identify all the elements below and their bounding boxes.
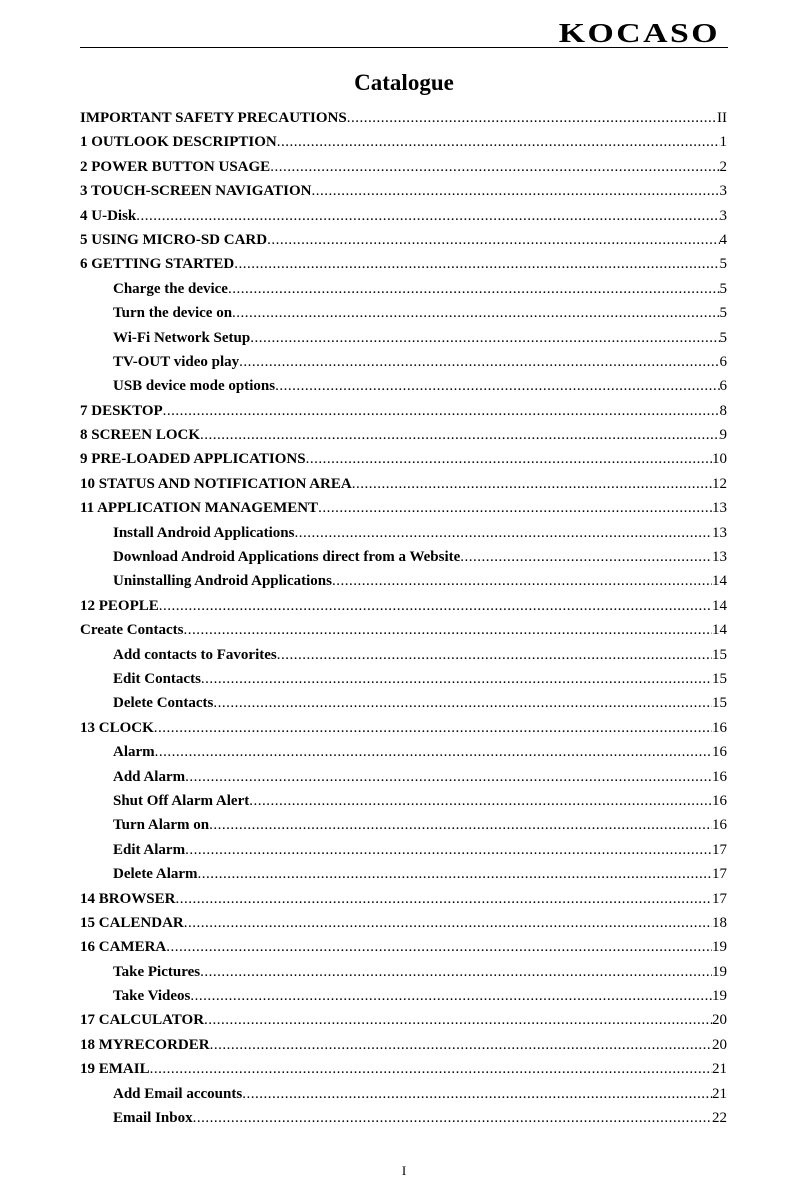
toc-entry-title: 12 PEOPLE	[80, 597, 159, 614]
toc-entry-page: 17	[712, 866, 727, 883]
toc-entry-page: 16	[712, 792, 727, 809]
toc-entry-page: 8	[719, 402, 727, 419]
toc-entry-page: 5	[719, 280, 727, 297]
toc-entry-title: Turn Alarm on	[113, 817, 210, 834]
toc-entry-page: 14	[712, 622, 727, 639]
toc-entry-title: 5 USING MICRO-SD CARD	[80, 231, 268, 248]
toc-entry-title: 14 BROWSER	[80, 890, 176, 907]
toc-entry[interactable]	[80, 204, 727, 228]
toc-entry-title: 13 CLOCK	[80, 719, 154, 736]
toc-entry[interactable]	[80, 789, 727, 813]
toc-entry[interactable]	[80, 472, 727, 496]
toc-entry-page: 10	[712, 451, 727, 468]
toc-entry[interactable]	[80, 960, 727, 984]
toc-dot-leader	[267, 228, 719, 252]
toc-entry[interactable]	[80, 155, 727, 179]
toc-entry-title: 3 TOUCH-SCREEN NAVIGATION	[80, 183, 312, 200]
toc-dot-leader	[210, 1033, 712, 1057]
toc-entry-page: 19	[712, 963, 727, 980]
toc-entry-page: 6	[719, 353, 727, 370]
toc-entry-page: 3	[719, 183, 727, 200]
toc-dot-leader	[185, 765, 712, 789]
toc-entry[interactable]	[80, 130, 727, 154]
toc-entry-page: 2	[719, 158, 727, 175]
toc-entry[interactable]	[80, 545, 727, 569]
toc-entry-page: 13	[712, 524, 727, 541]
toc-entry[interactable]	[80, 447, 727, 471]
brand-logo: KOCASO	[558, 18, 720, 48]
toc-entry-title: Turn the device on	[113, 305, 233, 322]
toc-entry-title: 2 POWER BUTTON USAGE	[80, 158, 271, 175]
toc-entry-title: 7 DESKTOP	[80, 402, 163, 419]
toc-entry-page: 9	[719, 427, 727, 444]
toc-entry-page: 6	[719, 378, 727, 395]
toc-dot-leader	[275, 374, 719, 398]
toc-entry[interactable]	[80, 423, 727, 447]
toc-entry-page: 13	[712, 500, 727, 517]
toc-entry-page: 14	[712, 573, 727, 590]
toc-dot-leader	[159, 594, 712, 618]
toc-entry[interactable]	[80, 252, 727, 276]
toc-entry-title: Delete Contacts	[113, 695, 214, 712]
toc-dot-leader	[213, 691, 712, 715]
toc-dot-leader	[249, 789, 712, 813]
toc-dot-leader	[154, 716, 712, 740]
toc-entry-title: 9 PRE-LOADED APPLICATIONS	[80, 451, 306, 468]
toc-dot-leader	[294, 521, 712, 545]
toc-entry[interactable]	[80, 887, 727, 911]
header-rule	[80, 47, 728, 48]
toc-entry-page: 1	[719, 134, 727, 151]
toc-entry-title: Install Android Applications	[113, 524, 295, 541]
toc-entry-page: 15	[712, 695, 727, 712]
toc-entry-title: Alarm	[113, 744, 155, 761]
toc-dot-leader	[318, 496, 712, 520]
toc-entry-page: II	[717, 110, 727, 126]
toc-dot-leader	[155, 740, 712, 764]
toc-entry[interactable]	[80, 935, 727, 959]
toc-entry[interactable]	[80, 301, 727, 325]
toc-entry[interactable]	[80, 984, 727, 1008]
toc-dot-leader	[347, 106, 717, 130]
toc-dot-leader	[184, 911, 712, 935]
toc-entry[interactable]	[80, 326, 727, 350]
toc-entry-page: 17	[712, 890, 727, 907]
toc-entry-page: 5	[719, 305, 727, 322]
toc-entry[interactable]	[80, 667, 727, 691]
toc-dot-leader	[250, 326, 719, 350]
toc-entry[interactable]	[80, 1033, 727, 1057]
footer-page-number: I	[401, 1163, 407, 1178]
toc-entry-title: TV-OUT video play	[113, 353, 240, 370]
toc-entry-title: Take Pictures	[113, 963, 201, 980]
toc-entry-title: 16 CAMERA	[80, 939, 167, 956]
toc-entry[interactable]	[80, 1106, 727, 1130]
toc-entry-title: Add Email accounts	[113, 1085, 243, 1102]
toc-entry[interactable]	[80, 1082, 727, 1106]
toc-dot-leader	[232, 301, 719, 325]
toc-entry[interactable]	[80, 643, 727, 667]
toc-entry-title: Edit Alarm	[113, 841, 186, 858]
toc-entry-page: 16	[712, 768, 727, 785]
toc-entry[interactable]	[80, 496, 727, 520]
toc-entry-page: 5	[719, 329, 727, 346]
toc-entry-title: USB device mode options	[113, 378, 276, 395]
toc-dot-leader	[193, 1106, 712, 1130]
toc-entry-title: Delete Alarm	[113, 866, 198, 883]
toc-entry-page: 21	[712, 1085, 727, 1102]
toc-entry[interactable]	[80, 716, 727, 740]
toc-entry-title: 10 STATUS AND NOTIFICATION AREA	[80, 475, 352, 492]
toc-dot-leader	[228, 277, 720, 301]
toc-entry[interactable]	[80, 691, 727, 715]
toc-entry-page: 5	[719, 256, 727, 273]
toc-entry-title: Shut Off Alarm Alert	[113, 792, 250, 809]
toc-entry-title: Uninstalling Android Applications	[113, 573, 332, 590]
toc-dot-leader	[136, 204, 719, 228]
toc-dot-leader	[175, 887, 712, 911]
toc-entry[interactable]	[80, 228, 727, 252]
toc-dot-leader	[166, 935, 712, 959]
toc-entry[interactable]	[80, 765, 727, 789]
toc-entry[interactable]	[80, 594, 727, 618]
toc-entry[interactable]	[80, 179, 727, 203]
toc-dot-leader	[332, 569, 712, 593]
toc-dot-leader	[163, 399, 720, 423]
toc-entry-title: Edit Contacts	[113, 670, 201, 687]
toc-entry[interactable]	[80, 277, 727, 301]
toc-entry-page: 15	[712, 646, 727, 663]
toc-dot-leader	[277, 130, 720, 154]
toc-entry-page: 16	[712, 719, 727, 736]
toc-entry-title: Download Android Applications direct from a Website	[113, 549, 461, 566]
toc-entry[interactable]	[80, 1008, 727, 1032]
toc-entry-page: 20	[712, 1012, 727, 1029]
page-title: Catalogue	[354, 70, 454, 95]
toc-entry[interactable]	[80, 350, 727, 374]
toc-entry-title: Add contacts to Favorites	[113, 646, 277, 663]
toc-entry-title: Add Alarm	[113, 768, 186, 785]
toc-entry-title: 1 OUTLOOK DESCRIPTION	[80, 134, 277, 151]
toc-dot-leader	[234, 252, 719, 276]
toc-entry-title: 15 CALENDAR	[80, 914, 184, 931]
toc-dot-leader	[311, 179, 719, 203]
toc-entry-title: IMPORTANT SAFETY PRECAUTIONS	[80, 110, 347, 126]
toc-dot-leader	[460, 545, 712, 569]
toc-entry[interactable]	[80, 813, 727, 837]
toc-entry-page: 17	[712, 841, 727, 858]
toc-dot-leader	[198, 862, 712, 886]
toc-entry[interactable]	[80, 862, 727, 886]
toc-entry-title: 6 GETTING STARTED	[80, 256, 235, 273]
toc-entry-page: 22	[712, 1110, 727, 1127]
toc-entry-title: Create Contacts	[80, 622, 184, 639]
toc-entry[interactable]	[80, 911, 727, 935]
toc-entry-title: 11 APPLICATION MANAGEMENT	[80, 500, 319, 517]
toc-entry-page: 3	[719, 207, 727, 224]
toc-dot-leader	[239, 350, 719, 374]
toc-entry-title: 17 CALCULATOR	[80, 1012, 205, 1029]
toc-entry-page: 21	[712, 1061, 727, 1078]
toc-dot-leader	[277, 643, 712, 667]
toc-entry-title: Email Inbox	[113, 1110, 193, 1127]
toc-entry[interactable]	[80, 740, 727, 764]
toc-entry-page: 14	[712, 597, 727, 614]
toc-entry-title: Take Videos	[113, 988, 191, 1005]
toc-dot-leader	[242, 1082, 712, 1106]
toc-entry[interactable]	[80, 569, 727, 593]
toc-entry-page: 19	[712, 939, 727, 956]
toc-dot-leader	[352, 472, 712, 496]
toc-entry[interactable]	[80, 618, 727, 642]
toc-entry-page: 12	[712, 475, 727, 492]
toc-entry-page: 19	[712, 988, 727, 1005]
toc-entry-title: Wi-Fi Network Setup	[113, 329, 251, 346]
toc-entry-page: 15	[712, 670, 727, 687]
toc-entry-title: 4 U-Disk	[80, 207, 137, 224]
toc-dot-leader	[200, 423, 719, 447]
toc-dot-leader	[209, 813, 712, 837]
toc-dot-leader	[270, 155, 719, 179]
toc-entry-page: 4	[719, 231, 727, 248]
toc-entry[interactable]	[80, 106, 727, 130]
toc-entry-page: 20	[712, 1036, 727, 1053]
toc-entry-page: 13	[712, 549, 727, 566]
toc-dot-leader	[183, 618, 712, 642]
toc-dot-leader	[185, 838, 712, 862]
toc-entry[interactable]	[80, 521, 727, 545]
toc-dot-leader	[204, 1008, 712, 1032]
toc-entry-page: 18	[712, 914, 727, 931]
toc-entry[interactable]	[80, 838, 727, 862]
toc-entry-page: 16	[712, 817, 727, 834]
toc-entry[interactable]	[80, 1057, 727, 1081]
toc-dot-leader	[150, 1057, 712, 1081]
toc-entry-title: 8 SCREEN LOCK	[80, 427, 201, 444]
table-of-contents	[80, 106, 727, 1130]
toc-dot-leader	[306, 447, 712, 471]
toc-entry[interactable]	[80, 374, 727, 398]
toc-dot-leader	[201, 667, 712, 691]
toc-entry-title: 19 EMAIL	[80, 1061, 150, 1078]
toc-entry[interactable]	[80, 399, 727, 423]
toc-dot-leader	[200, 960, 712, 984]
toc-entry-title: Charge the device	[113, 280, 228, 297]
toc-entry-title: 18 MYRECORDER	[80, 1036, 210, 1053]
toc-dot-leader	[190, 984, 712, 1008]
toc-entry-page: 16	[712, 744, 727, 761]
